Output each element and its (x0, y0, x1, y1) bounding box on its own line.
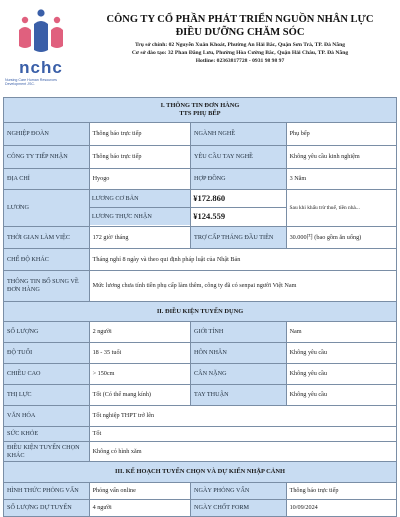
row-value: Phụ bếp (287, 123, 396, 145)
section-2-header (3, 302, 397, 322)
row-label: THÔNG TIN BỔ SUNG VỀ ĐƠN HÀNG (4, 271, 90, 301)
base-salary-value: ¥172.860 (193, 192, 226, 203)
table-row (3, 146, 397, 169)
row-value: Không yêu cầu (287, 385, 396, 405)
section-1-header (3, 97, 397, 123)
row-value: Hyogo (90, 169, 191, 189)
section-3-header (3, 462, 397, 483)
row-value: Thông báo trực tiếp (287, 483, 396, 499)
row-label: LƯƠNG (4, 190, 90, 226)
row-value: 30.000円 (bao gồm ăn uống) (287, 227, 396, 248)
table-row (3, 169, 397, 190)
row-label: NGÀY CHỐT FORM (191, 500, 287, 516)
table-row (3, 322, 397, 343)
row-label: SỐ LƯỢNG DỰ TUYỂN (4, 500, 90, 516)
row-label: CHẾ ĐỘ KHÁC (4, 249, 90, 270)
table-row (3, 427, 397, 442)
net-salary-label: LƯƠNG THỰC NHẬN (90, 208, 191, 225)
row-label: HỢP ĐỒNG (191, 169, 287, 189)
table-row (3, 385, 397, 406)
section-3-title: III. KẾ HOẠCH TUYỂN CHỌN VÀ DỰ KIẾN NHẬP CẢNH (4, 462, 396, 482)
row-label: NGÀY PHỎNG VẤN (191, 483, 287, 499)
logo-wordmark: nchc (19, 58, 63, 77)
row-value: 10/09/2024 (287, 500, 396, 516)
row-label: YÊU CẦU TAY NGHỀ (191, 146, 287, 168)
document-header (0, 0, 400, 97)
section-1-subtitle: TTS PHỤ BẾP (179, 110, 221, 117)
table-row (3, 500, 397, 517)
head-office-address: Trụ sở chính: 02 Nguyễn Xuân Khoát, Phường An Hải Bắc, Quận Sơn Trà, TP. Đà Nẵng (134, 42, 346, 48)
row-label: CHIỀU CAO (4, 364, 90, 384)
row-label: THỊ LỰC (4, 385, 90, 405)
row-value: 4 người (90, 500, 191, 516)
base-salary-label: LƯƠNG CƠ BẢN (90, 190, 191, 207)
row-value: 172 giờ/ tháng (90, 227, 191, 248)
net-salary-value: ¥124.559 (193, 210, 226, 221)
table-row (3, 442, 397, 462)
row-label: TAY THUẬN (191, 385, 287, 405)
hotline: Hotline: 02363817728 - 0931 98 98 97 (195, 58, 285, 64)
row-value: 2 người (90, 322, 191, 342)
table-row (3, 227, 397, 249)
table-row (3, 483, 397, 500)
section-1-title: I. THÔNG TIN ĐƠN HÀNG (160, 102, 240, 110)
row-value: Phỏng vấn online (90, 483, 191, 499)
salary-note: Sau khi khấu trừ thuế, tiền nhà... (287, 190, 396, 226)
row-label: GIỚI TÍNH (191, 322, 287, 342)
table-row (3, 271, 397, 302)
row-label: SỨC KHỎE (4, 427, 90, 441)
row-value: > 150cm (90, 364, 191, 384)
row-value: Thông báo trực tiếp (90, 123, 191, 145)
job-order-table (3, 97, 397, 517)
training-address: Cơ sở đào tạo: 32 Phan Đăng Lưu, Phường Hòa Cường Bắc, Quận Hải Châu, TP. Đà Nẵng (131, 50, 349, 56)
row-label: HÔN NHÂN (191, 343, 287, 363)
row-label: NGÀNH NGHỀ (191, 123, 287, 145)
row-value: Nam (287, 322, 396, 342)
company-logo (5, 6, 77, 94)
row-label: ĐỘ TUỔI (4, 343, 90, 363)
row-value: Không yêu cầu (287, 343, 396, 363)
row-value: Tháng nghỉ 8 ngày và theo qui định pháp luật của Nhật Bản (90, 249, 396, 270)
logo-tagline: Nursing Care Human Resources Development JSC. (5, 78, 57, 87)
row-value: Thông báo trực tiếp (90, 146, 191, 168)
section-2-title: II. ĐIỀU KIỆN TUYỂN DỤNG (4, 302, 396, 321)
row-label: ĐIỀU KIỆN TUYỂN CHỌN KHÁC (4, 442, 90, 461)
row-label: ĐỊA CHỈ (4, 169, 90, 189)
salary-row (3, 190, 397, 227)
table-row (3, 343, 397, 364)
row-label: NGHIỆP ĐOÀN (4, 123, 90, 145)
row-label: VĂN HÓA (4, 406, 90, 426)
row-label: CÂN NẶNG (191, 364, 287, 384)
table-row (3, 123, 397, 146)
row-value: Không yêu cầu kinh nghiệm (287, 146, 396, 168)
row-value: Mức lương chưa tính tiền phụ cấp làm thêm, công ty đã có senpai người Việt Nam (90, 271, 396, 301)
row-label: HÌNH THỨC PHỎNG VẤN (4, 483, 90, 499)
row-value: Tốt nghiệp THPT trở lên (90, 406, 396, 426)
row-value: Tốt (Có thể mang kính) (90, 385, 191, 405)
row-value: Tốt (90, 427, 396, 441)
row-label: TRỢ CẤP THÁNG ĐẦU TIÊN (191, 227, 287, 248)
table-row (3, 364, 397, 385)
row-value: 3 Năm (287, 169, 396, 189)
row-label: SỐ LƯỢNG (4, 322, 90, 342)
company-name-line1: CÔNG TY CỔ PHẦN PHÁT TRIỂN NGUỒN NHÂN LỰC (106, 14, 374, 25)
logo-figures-icon (5, 6, 77, 58)
row-value: Không có hình xăm (90, 442, 396, 461)
row-value: Không yêu cầu (287, 364, 396, 384)
row-label: CÔNG TY TIẾP NHẬN (4, 146, 90, 168)
row-label: THỜI GIAN LÀM VIỆC (4, 227, 90, 248)
table-row (3, 249, 397, 271)
company-name-line2: ĐIỀU DƯỠNG CHĂM SÓC (175, 27, 305, 38)
row-value: 18 - 35 tuổi (90, 343, 191, 363)
table-row (3, 406, 397, 427)
